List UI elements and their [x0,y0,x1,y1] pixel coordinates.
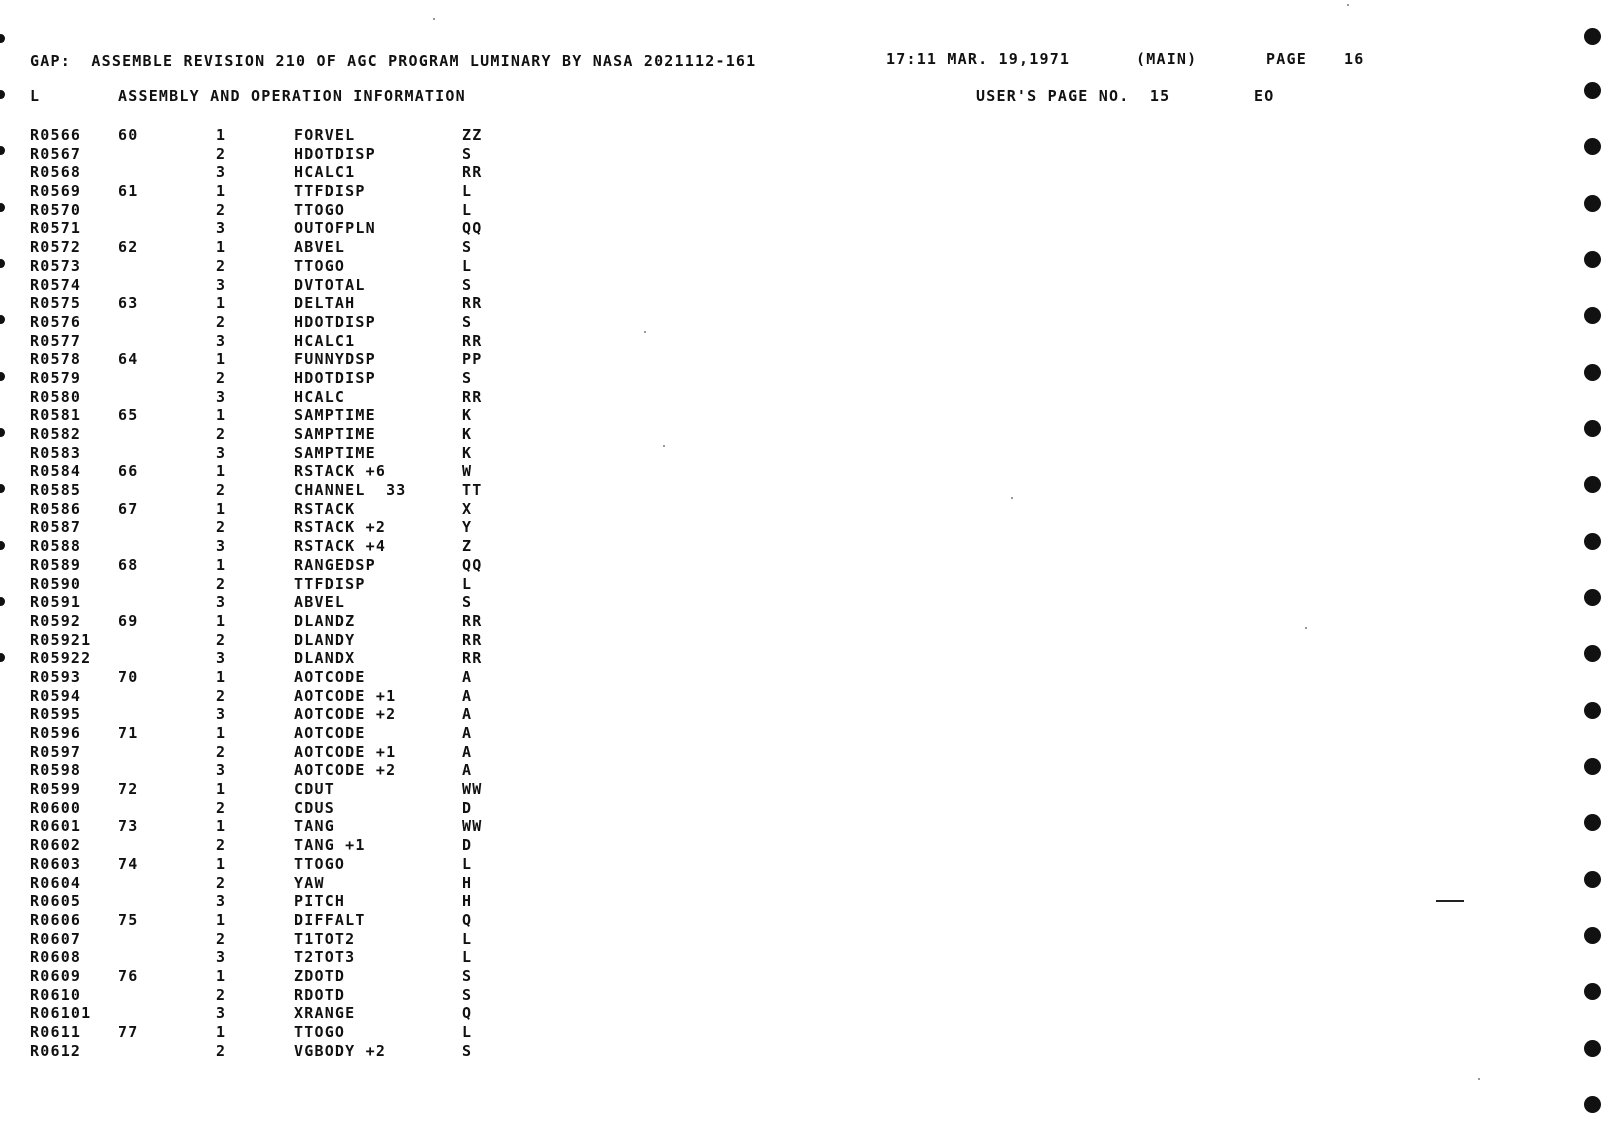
register-number: 2 [216,481,227,500]
register-number: 3 [216,892,227,911]
scale-code: L [462,256,473,275]
scale-code: W [462,462,473,481]
register-number: 1 [216,611,227,630]
scale-code: S [462,144,473,163]
record-number: R0608 [30,948,82,967]
register-number: 1 [216,462,227,481]
feed-hole [1584,420,1601,437]
variable-name: FORVEL [294,126,356,144]
variable-name: TANG [294,817,335,836]
record-number: R0568 [30,163,82,182]
record-number: R0566 [30,126,82,144]
register-number: 1 [216,966,227,985]
register-number: 1 [216,294,227,313]
verb-number: 61 [118,182,139,201]
feed-hole [1584,1096,1601,1113]
verb-number: 71 [118,724,139,742]
scale-code: L [462,182,473,201]
register-number: 3 [216,443,227,462]
verb-number: 74 [118,854,139,873]
register-number: 3 [216,219,227,238]
feed-hole [0,34,5,43]
variable-name: ABVEL [294,238,346,257]
register-number: 2 [216,742,227,761]
record-number: R0586 [30,499,82,518]
verb-number: 62 [118,238,139,257]
scale-code: Q [462,1004,473,1023]
feed-hole [0,259,5,268]
register-number: 2 [216,630,227,649]
variable-name: SAMPTIME [294,443,376,462]
scale-code: L [462,948,473,967]
scale-code: Q [462,910,473,929]
record-number: R0587 [30,518,82,537]
feed-hole [1584,533,1601,550]
register-number: 1 [216,182,227,201]
register-number: 2 [216,985,227,1004]
verb-number: 73 [118,817,139,836]
scale-code: PP [462,350,483,369]
verb-number: 60 [118,126,139,144]
verb-number: 72 [118,780,139,799]
variable-name: HCALC [294,387,346,406]
variable-name: RSTACK +2 [294,518,387,537]
page-number: 16 [1344,50,1365,68]
scale-code: L [462,929,473,948]
variable-name: CDUS [294,798,335,817]
scale-code: L [462,574,473,593]
variable-name: TANG +1 [294,836,366,855]
feed-hole [1584,476,1601,493]
register-number: 1 [216,854,227,873]
scale-code: A [462,705,473,724]
scan-speck [644,331,646,333]
scale-code: S [462,1041,473,1060]
variable-name: DLANDY [294,630,356,649]
register-number: 2 [216,312,227,331]
register-number: 2 [216,873,227,892]
variable-name: ZDOTD [294,966,346,985]
verb-number: 76 [118,966,139,985]
register-number: 3 [216,948,227,967]
feed-hole [0,90,5,99]
variable-name: HDOTDISP [294,144,376,163]
scale-code: S [462,312,473,331]
register-number: 2 [216,836,227,855]
scale-code: L [462,1023,473,1041]
record-number: R0572 [30,238,82,257]
record-number: R0603 [30,854,82,873]
scale-code: QQ [462,555,483,574]
register-number: 1 [216,350,227,369]
scale-code: S [462,985,473,1004]
verb-number: 69 [118,611,139,630]
scale-code: Y [462,518,473,537]
verb-number: 70 [118,667,139,686]
record-number: R0605 [30,892,82,911]
record-number: R0590 [30,574,82,593]
record-number: R0593 [30,667,82,686]
scale-code: S [462,966,473,985]
variable-name: RANGEDSP [294,555,376,574]
record-number: R0571 [30,219,82,238]
record-number: R0581 [30,406,82,425]
record-number: R0594 [30,686,82,705]
verb-number: 77 [118,1023,139,1041]
register-number: 3 [216,387,227,406]
scan-speck [1011,497,1013,499]
variable-name: TTFDISP [294,182,366,201]
variable-name: TTFDISP [294,574,366,593]
record-number: R0600 [30,798,82,817]
page-label: PAGE [1266,50,1307,68]
register-number: 1 [216,126,227,144]
variable-name: TTOGO [294,854,346,873]
assembly-timestamp: 17:11 MAR. 19,1971 [886,50,1071,68]
scale-code: K [462,425,473,443]
scale-code: S [462,275,473,294]
scan-speck [1478,1078,1480,1080]
variable-name: DLANDX [294,649,356,668]
register-number: 1 [216,1023,227,1041]
scale-code: RR [462,294,483,313]
scale-code: Z [462,537,473,556]
register-number: 2 [216,200,227,219]
scale-code: A [462,686,473,705]
register-number: 1 [216,555,227,574]
users-page-number: USER'S PAGE NO. 15 [976,87,1171,105]
register-number: 2 [216,256,227,275]
feed-hole [1584,138,1601,155]
register-number: 2 [216,368,227,387]
register-number: 2 [216,144,227,163]
scan-mark [1436,900,1464,902]
variable-name: OUTOFPLN [294,219,376,238]
scale-code: TT [462,481,483,500]
record-number: R0612 [30,1041,82,1060]
record-number: R0592 [30,611,82,630]
record-number: R06101 [30,1004,92,1023]
variable-name: XRANGE [294,1004,356,1023]
variable-name: HDOTDISP [294,312,376,331]
scale-code: A [462,667,473,686]
record-number: R0580 [30,387,82,406]
variable-name: RSTACK +6 [294,462,387,481]
variable-name: HDOTDISP [294,368,376,387]
feed-hole [0,653,5,662]
feed-hole [0,428,5,437]
record-number: R0589 [30,555,82,574]
program-title: GAP: ASSEMBLE REVISION 210 OF AGC PROGRAM LUMINARY BY NASA 2021112-161 [30,52,757,70]
section-label: (MAIN) [1136,50,1198,68]
variable-name: DLANDZ [294,611,356,630]
record-number: R0569 [30,182,82,201]
record-number: R0597 [30,742,82,761]
scale-code: RR [462,387,483,406]
register-number: 1 [216,667,227,686]
feed-hole [1584,251,1601,268]
feed-hole [0,315,5,324]
variable-name: T2TOT3 [294,948,356,967]
record-number: R0576 [30,312,82,331]
register-number: 3 [216,331,227,350]
variable-name: CDUT [294,780,335,799]
record-number: R0574 [30,275,82,294]
register-number: 1 [216,406,227,425]
scale-code: K [462,443,473,462]
verb-number: 75 [118,910,139,929]
register-number: 1 [216,724,227,742]
feed-hole [0,203,5,212]
scale-code: RR [462,163,483,182]
record-number: R0577 [30,331,82,350]
register-number: 1 [216,780,227,799]
register-number: 2 [216,574,227,593]
scan-speck [1305,627,1307,629]
feed-hole [1584,28,1601,45]
scan-speck [663,445,665,447]
variable-name: YAW [294,873,325,892]
scale-code: D [462,836,473,855]
scale-code: H [462,892,473,911]
scale-code: WW [462,780,483,799]
variable-name: AOTCODE +2 [294,761,397,780]
record-number: R0575 [30,294,82,313]
feed-hole [0,541,5,550]
register-number: 3 [216,649,227,668]
feed-hole [1584,195,1601,212]
feed-hole [1584,927,1601,944]
variable-name: DIFFALT [294,910,366,929]
record-number: R0573 [30,256,82,275]
record-number: R0596 [30,724,82,742]
scale-code: S [462,593,473,612]
record-number: R0585 [30,481,82,500]
variable-name: AOTCODE +1 [294,742,397,761]
verb-number: 68 [118,555,139,574]
scale-code: K [462,406,473,425]
record-number: R0611 [30,1023,82,1041]
feed-hole [0,597,5,606]
scale-code: S [462,368,473,387]
variable-name: ABVEL [294,593,346,612]
scale-code: L [462,854,473,873]
variable-name: RDOTD [294,985,346,1004]
record-number: R0610 [30,985,82,1004]
record-number: R0578 [30,350,82,369]
register-number: 2 [216,798,227,817]
variable-name: CHANNEL 33 [294,481,407,500]
record-number: R0606 [30,910,82,929]
feed-hole [1584,645,1601,662]
feed-hole [1584,307,1601,324]
variable-name: DVTOTAL [294,275,366,294]
register-number: 2 [216,929,227,948]
variable-name: TTOGO [294,200,346,219]
variable-name: AOTCODE +2 [294,705,397,724]
scan-speck [433,18,435,20]
register-number: 1 [216,238,227,257]
record-number: R0579 [30,368,82,387]
feed-hole [0,372,5,381]
record-number: R0602 [30,836,82,855]
scale-code: L [462,200,473,219]
variable-name: SAMPTIME [294,425,376,443]
edit-code: EO [1254,87,1275,105]
verb-number: 64 [118,350,139,369]
register-number: 2 [216,518,227,537]
feed-hole [1584,82,1601,99]
scale-code: S [462,238,473,257]
variable-name: SAMPTIME [294,406,376,425]
verb-number: 63 [118,294,139,313]
verb-number: 66 [118,462,139,481]
scale-code: D [462,798,473,817]
listing-flag: L [30,87,41,105]
register-number: 3 [216,275,227,294]
scale-code: X [462,499,473,518]
register-number: 1 [216,499,227,518]
register-number: 3 [216,761,227,780]
record-number: R0599 [30,780,82,799]
scale-code: ZZ [462,126,483,144]
variable-name: AOTCODE +1 [294,686,397,705]
variable-name: TTOGO [294,256,346,275]
record-number: R0601 [30,817,82,836]
verb-number: 65 [118,406,139,425]
record-number: R05922 [30,649,92,668]
variable-name: VGBODY +2 [294,1041,387,1060]
feed-hole [1584,1040,1601,1057]
scale-code: RR [462,611,483,630]
verb-number: 67 [118,499,139,518]
scale-code: RR [462,649,483,668]
register-number: 3 [216,163,227,182]
record-number: R0609 [30,966,82,985]
feed-hole [1584,814,1601,831]
record-number: R0582 [30,425,82,443]
feed-hole [1584,871,1601,888]
scale-code: QQ [462,219,483,238]
record-number: R05921 [30,630,92,649]
variable-name: FUNNYDSP [294,350,376,369]
feed-hole [1584,983,1601,1000]
variable-name: HCALC1 [294,163,356,182]
record-number: R0570 [30,200,82,219]
feed-hole [1584,364,1601,381]
scale-code: RR [462,630,483,649]
variable-name: RSTACK +4 [294,537,387,556]
variable-name: HCALC1 [294,331,356,350]
variable-name: AOTCODE [294,724,366,742]
feed-hole [1584,702,1601,719]
record-number: R0588 [30,537,82,556]
record-number: R0598 [30,761,82,780]
variable-name: PITCH [294,892,346,911]
variable-name: TTOGO [294,1023,346,1041]
register-number: 3 [216,593,227,612]
feed-hole [1584,758,1601,775]
register-number: 3 [216,1004,227,1023]
scale-code: A [462,742,473,761]
section-title: ASSEMBLY AND OPERATION INFORMATION [118,87,466,105]
feed-hole [0,484,5,493]
scale-code: RR [462,331,483,350]
register-number: 2 [216,1041,227,1060]
variable-name: T1TOT2 [294,929,356,948]
record-number: R0567 [30,144,82,163]
record-number: R0604 [30,873,82,892]
variable-name: RSTACK [294,499,356,518]
record-number: R0583 [30,443,82,462]
variable-name: DELTAH [294,294,356,313]
record-number: R0607 [30,929,82,948]
feed-hole [0,146,5,155]
record-number: R0584 [30,462,82,481]
register-number: 1 [216,910,227,929]
register-number: 3 [216,537,227,556]
scale-code: H [462,873,473,892]
scan-speck [1347,4,1349,6]
record-number: R0595 [30,705,82,724]
variable-name: AOTCODE [294,667,366,686]
feed-hole [1584,589,1601,606]
register-number: 3 [216,705,227,724]
register-number: 2 [216,425,227,443]
scale-code: A [462,724,473,742]
register-number: 2 [216,686,227,705]
scale-code: A [462,761,473,780]
register-number: 1 [216,817,227,836]
scale-code: WW [462,817,483,836]
record-number: R0591 [30,593,82,612]
